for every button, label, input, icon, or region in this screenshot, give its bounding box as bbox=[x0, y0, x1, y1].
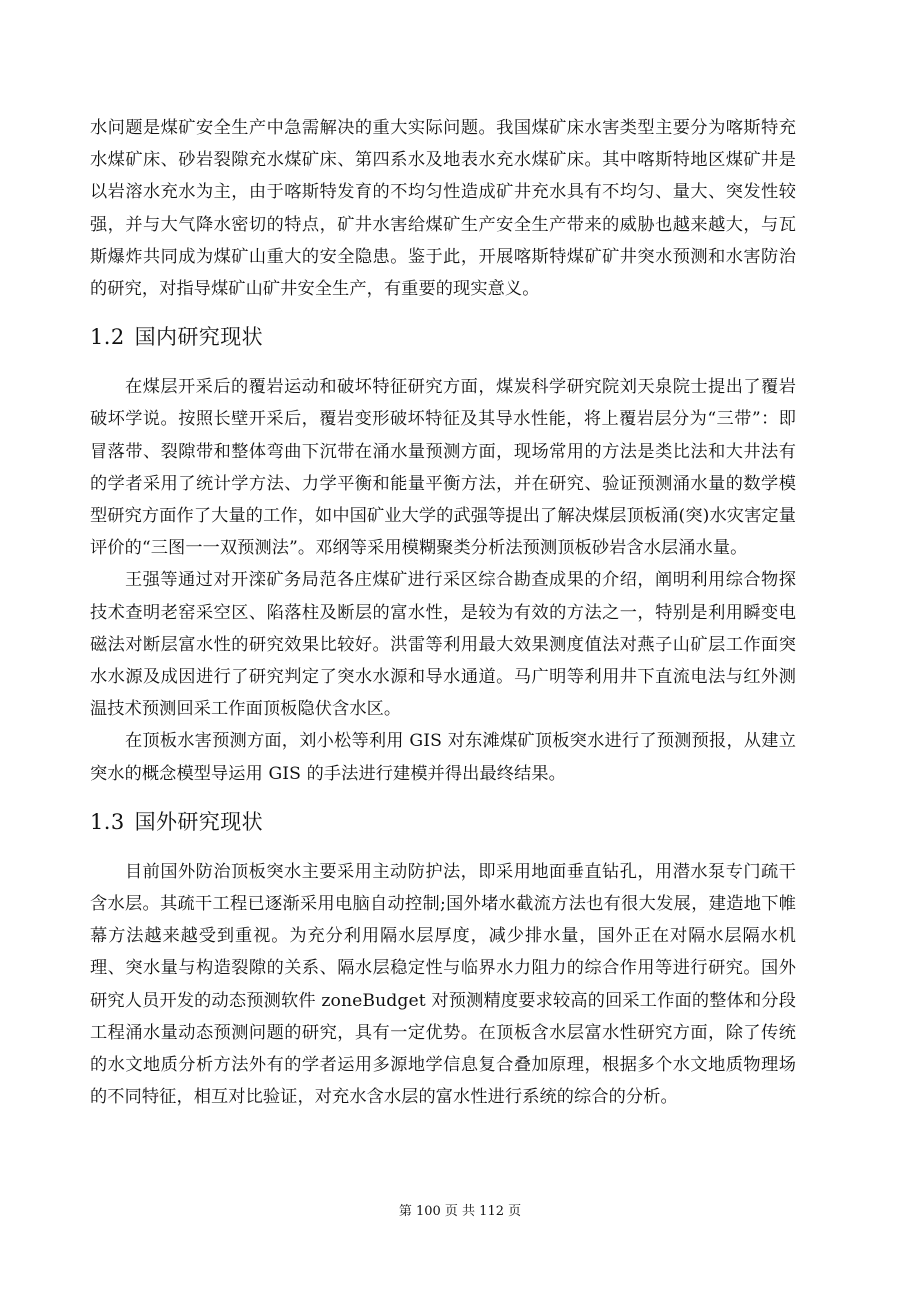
section-heading-1-2 bbox=[90, 322, 796, 352]
section-number: 1.2 bbox=[90, 325, 125, 350]
section-number: 1.3 bbox=[90, 809, 125, 834]
page-footer: 第 100 页 共 112 页 bbox=[398, 1204, 522, 1219]
section-title: 国内研究现状 bbox=[134, 325, 264, 350]
paragraph: 在顶板水害预测方面，刘小松等利用 GIS 对东滩煤矿顶板突水进行了预测预报，从建立突水的概念模型导运用 GIS 的手法进行建模并得出最终结果。 bbox=[90, 731, 796, 784]
page-content bbox=[90, 112, 796, 1113]
section-heading-1-3 bbox=[90, 807, 796, 837]
paragraph: 王强等通过对开滦矿务局范各庄煤矿进行采区综合勘查成果的介绍，阐明利用综合物探技术查明老窑采空区、陷落柱及断层的富水性，是较为有效的方法之一，特别是利用瞬变电磁法对断层富水性的研究效果比较好。洪雷等利用最大效果测度值法对燕子山矿层工作面突水水源及成因进行了研究判定了突水水源和导水通道。马广明等利用井下直流电法与红外测温技术预测回采工作面顶板隐伏含水区。 bbox=[90, 570, 796, 720]
section-title: 国外研究现状 bbox=[134, 809, 264, 834]
paragraph: 在煤层开采后的覆岩运动和破坏特征研究方面，煤炭科学研究院刘天泉院士提出了覆岩破坏学说。按照长壁开采后，覆岩变形破坏特征及其导水性能，将上覆岩层分为“三带”：即冒落带、裂隙带和整体弯曲下沉带在涌水量预测方面，现场常用的方法是类比法和大井法有的学者采用了统计学方法、力学平衡和能量平衡方法，并在研究、验证预测涌水量的数学模型研究方面作了大量的工作，如中国矿业大学的武强等提出了解决煤层顶板涌(突)水灾害定量评价的“三图一一双预测法”。邓纲等采用模糊聚类分析法预测顶板砂岩含水层涌水量。 bbox=[90, 377, 796, 559]
paragraph: 目前国外防治顶板突水主要采用主动防护法，即采用地面垂直钻孔，用潜水泵专门疏干含水层。其疏干工程已逐渐采用电脑自动控制;国外堵水截流方法也有很大发展，建造地下帷幕方法越来越受到重视。为充分利用隔水层厚度，减少排水量，国外正在对隔水层隔水机理、突水量与构造裂隙的关系、隔水层稳定性与临界水力阻力的综合作用等进行研究。国外研究人员开发的动态预测软件 zoneBudget 对预测精度要求较高的回采工作面的整体和分段工程涌水量动态预测问题的研究，具有一定优势。在顶板含水层富水性研究方面，除了传统的水文地质分析方法外有的学者运用多源地学信息复合叠加原理，根据多个水文地质物理场的不同特征，相互对比验证，对充水含水层的富水性进行系统的综合的分析。 bbox=[90, 861, 796, 1108]
paragraph-continued: 水问题是煤矿安全生产中急需解决的重大实际问题。我国煤矿床水害类型主要分为喀斯特充水煤矿床、砂岩裂隙充水煤矿床、第四系水及地表水充水煤矿床。其中喀斯特地区煤矿井是以岩溶水充水为主，由于喀斯特发育的不均匀性造成矿井充水具有不均匀、量大、突发性较强，并与大气降水密切的特点，矿井水害给煤矿生产安全生产带来的威胁也越来越大，与瓦斯爆炸共同成为煤矿山重大的安全隐患。鉴于此，开展喀斯特煤矿矿井突水预测和水害防治的研究，对指导煤矿山矿井安全生产，有重要的现实意义。 bbox=[90, 118, 796, 300]
